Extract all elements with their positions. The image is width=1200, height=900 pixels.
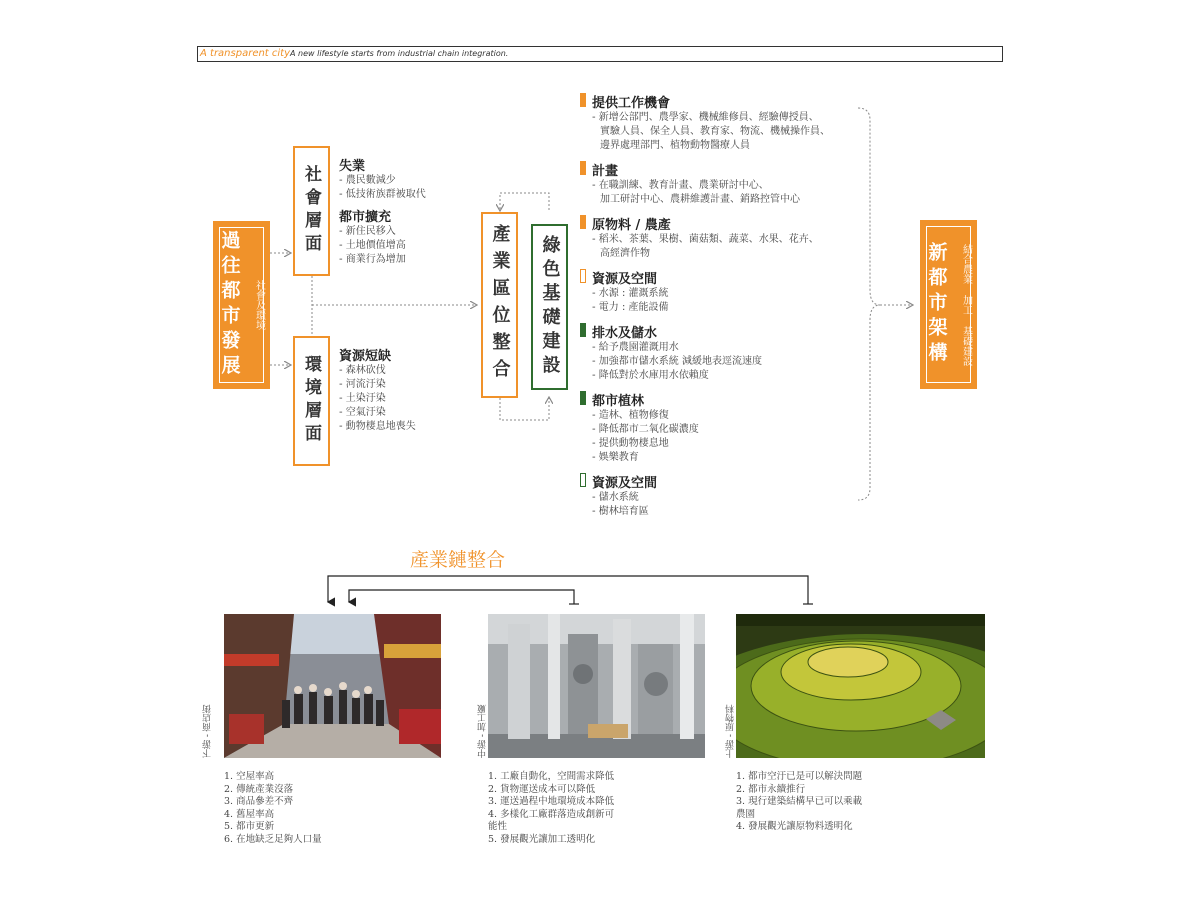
list-item: - 土地價值增高 xyxy=(339,240,406,251)
past-development-box xyxy=(213,221,270,389)
section-title-materials: 原物料 / 農產 xyxy=(592,218,671,233)
social-issues xyxy=(339,155,426,267)
list-item: - 降低都市二氧化碳濃度 xyxy=(592,424,699,435)
group-title: 失業 xyxy=(339,159,366,174)
list-item: - 加強都市儲水系統 減緩地表逕流速度 xyxy=(592,356,762,367)
list-item: 2. 都市永續推行 xyxy=(736,783,806,795)
list-item: - 低技術族群被取代 xyxy=(339,189,426,200)
social-aspect-box xyxy=(293,146,330,276)
header-tagline: A new lifestyle starts from industrial chain integration. xyxy=(290,49,509,58)
list-item: 3. 商品參差不齊 xyxy=(224,796,294,807)
list-item: - 造林、植物修復 xyxy=(592,410,669,421)
list-item: 4. 發展觀光讓原物料透明化 xyxy=(736,821,853,832)
list-item: 6. 在地缺乏足夠人口量 xyxy=(224,833,322,845)
rice-terrace-photo xyxy=(736,614,985,758)
section-marker-green xyxy=(580,323,586,337)
street-market-photo xyxy=(224,614,441,758)
group-title: 資源短缺 xyxy=(339,349,392,364)
new-city-title: 新都市架構 xyxy=(925,242,948,367)
social-aspect-label: 社會層面 xyxy=(301,165,321,257)
list-item: - 農民數減少 xyxy=(339,175,396,186)
list-item: - 動物棲息地喪失 xyxy=(339,421,416,432)
list-item: 實驗人員、保全人員、教育家、物流、機械操作員、 xyxy=(600,126,830,137)
midstream-list xyxy=(488,771,614,846)
green-infrastructure-box xyxy=(531,224,568,390)
environment-aspect-box xyxy=(293,336,330,466)
environment-issues xyxy=(339,345,416,434)
section-title-urban-forest: 都市植林 xyxy=(592,394,645,409)
section-marker-orange xyxy=(580,161,586,175)
list-item: - 娛樂教育 xyxy=(592,452,639,463)
section-items-resources-2 xyxy=(592,491,649,519)
section-title-plans: 計畫 xyxy=(592,164,619,179)
past-development-title: 過往都市發展 xyxy=(218,230,241,380)
list-item: - 商業行為增加 xyxy=(339,254,406,265)
list-item: 5. 發展觀光讓加工透明化 xyxy=(488,833,596,845)
section-items-resources xyxy=(592,287,669,315)
section-title-jobs: 提供工作機會 xyxy=(592,96,671,111)
list-item: 農園 xyxy=(736,808,756,820)
list-item: 高經濟作物 xyxy=(600,248,650,259)
section-items-drainage xyxy=(592,341,762,383)
section-items-jobs xyxy=(592,111,830,153)
list-item: - 儲水系統 xyxy=(592,492,639,503)
factory-photo xyxy=(488,614,705,758)
list-item: 3. 運送過程中地環境成本降低 xyxy=(488,796,615,807)
list-item: - 新增公部門、農學家、機械維修員、經驗傳授員、 xyxy=(592,112,819,123)
list-item: - 空氣汙染 xyxy=(339,407,386,418)
list-item: 5. 都市更新 xyxy=(224,821,275,832)
list-item: 能性 xyxy=(488,821,508,832)
list-item: - 河流汙染 xyxy=(339,379,386,390)
list-item: - 在職訓練、教育計畫、農業研討中心、 xyxy=(592,180,769,191)
list-item: 2. 傳統產業沒落 xyxy=(224,783,294,795)
list-item: 4. 多樣化工廠群落造成創新可 xyxy=(488,808,615,820)
section-marker-orange xyxy=(580,215,586,229)
section-title-resources-2: 資源及空間 xyxy=(592,476,658,491)
list-item: 1. 工廠自動化，空間需求降低 xyxy=(488,771,615,782)
list-item: 1. 空屋率高 xyxy=(224,771,275,782)
list-item: - 電力 : 產能設備 xyxy=(592,302,669,313)
list-item: - 給予農園灌溉用水 xyxy=(592,342,679,353)
photo-label-upstream: 上游 - 原物料 xyxy=(726,704,736,758)
list-item: - 樹林培育區 xyxy=(592,506,649,517)
environment-aspect-label: 環境層面 xyxy=(301,355,321,447)
list-item: - 森林砍伐 xyxy=(339,365,386,376)
list-item: - 土染汙染 xyxy=(339,393,386,404)
upstream-list xyxy=(736,771,862,834)
chain-integration-title: 產業鏈整合 xyxy=(410,549,506,571)
industry-integration-box xyxy=(481,212,518,398)
list-item: 邊界處理部門、植物動物醫療人員 xyxy=(600,140,750,151)
photo-label-midstream: 中游 - 加工廠 xyxy=(478,704,488,758)
list-item: 加工研討中心、農耕維護計畫、銷路控管中心 xyxy=(600,194,800,205)
green-infrastructure-label: 綠色基礎建設 xyxy=(539,235,561,379)
list-item: 4. 舊屋率高 xyxy=(224,808,275,820)
list-item: - 提供動物棲息地 xyxy=(592,438,669,449)
group-title: 都市擴充 xyxy=(339,210,392,225)
downstream-list xyxy=(224,771,322,846)
brand-title: A transparent city xyxy=(200,48,291,59)
list-item: - 水源 : 灌溉系統 xyxy=(592,288,669,299)
section-title-resources: 資源及空間 xyxy=(592,272,658,287)
list-item: 3. 現行建築結構早已可以乘載 xyxy=(736,796,863,807)
section-marker-orange xyxy=(580,93,586,107)
list-item: - 降低對於水庫用水依賴度 xyxy=(592,370,709,381)
list-item: - 新住民移入 xyxy=(339,226,396,237)
industry-integration-label: 產業區位整合 xyxy=(489,224,511,386)
section-marker-green-outline xyxy=(580,473,586,487)
list-item: 1. 都市空汙已是可以解決問題 xyxy=(736,771,863,782)
list-item: 2. 貨物運送成本可以降低 xyxy=(488,783,596,795)
section-items-plans xyxy=(592,179,800,207)
photo-label-downstream: 下游 - 商店街 xyxy=(203,704,213,758)
section-items-urban-forest xyxy=(592,409,699,465)
new-city-subtitle: 結合農業 加工 基礎建設 xyxy=(960,243,972,366)
section-marker-orange-outline xyxy=(580,269,586,283)
past-development-subtitle: 社會及環境 xyxy=(253,280,265,330)
section-title-drainage: 排水及儲水 xyxy=(592,326,658,341)
section-marker-green xyxy=(580,391,586,405)
new-city-box xyxy=(920,220,977,389)
list-item: - 稻米、茶葉、果樹、菌菇類、蔬菜、水果、花卉、 xyxy=(592,234,819,245)
section-items-materials xyxy=(592,233,819,261)
